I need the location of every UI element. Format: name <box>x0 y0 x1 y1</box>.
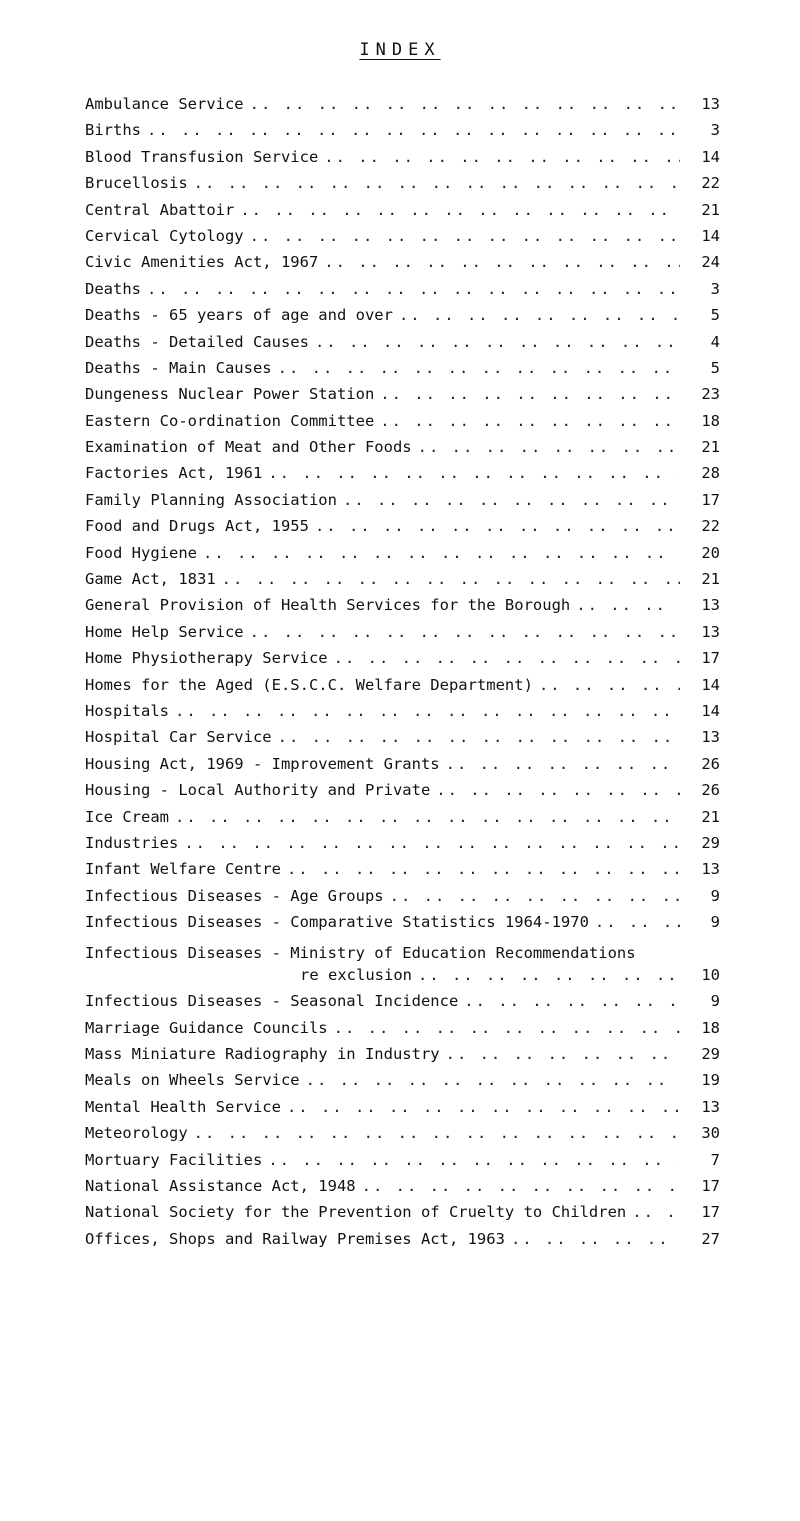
index-entry <box>85 438 720 464</box>
entry-page-number: 3 <box>710 279 720 298</box>
index-entry <box>85 702 720 728</box>
entry-title: Civic Amenities Act, 1967 <box>85 253 319 272</box>
dot-leader <box>250 227 680 245</box>
dot-leader <box>287 860 680 878</box>
dot-leader <box>390 887 680 905</box>
index-entry <box>85 174 720 200</box>
index-entry <box>85 808 720 834</box>
index-entry <box>85 728 720 754</box>
entry-page-number: 28 <box>701 464 720 483</box>
index-entry <box>85 333 720 359</box>
entry-page-number: 13 <box>701 1097 720 1116</box>
entry-page-number: 21 <box>701 570 720 589</box>
entry-page-number: 17 <box>701 649 720 668</box>
entry-page-number: 5 <box>710 306 720 325</box>
index-list <box>85 95 720 1256</box>
index-entry <box>85 95 720 121</box>
entry-page-number: 24 <box>701 253 720 272</box>
entry-page-number: 23 <box>701 385 720 404</box>
entry-title: Meteorology <box>85 1124 188 1143</box>
index-entry <box>85 570 720 596</box>
entry-page-number: 13 <box>701 728 720 747</box>
entry-title: Offices, Shops and Railway Premises Act, 1963 <box>85 1229 505 1248</box>
index-entry <box>85 1098 720 1124</box>
entry-title: Food and Drugs Act, 1955 <box>85 517 309 536</box>
index-entry <box>85 992 720 1018</box>
index-entry <box>85 755 720 781</box>
entry-title: Home Physiotherapy Service <box>85 649 328 668</box>
entry-page-number: 17 <box>701 490 720 509</box>
entry-title: Blood Transfusion Service <box>85 147 319 166</box>
index-entry <box>85 1045 720 1071</box>
dot-leader <box>194 1124 680 1142</box>
index-entry <box>85 464 720 490</box>
entry-title: Deaths - 65 years of age and over <box>85 306 393 325</box>
dot-leader <box>287 1098 680 1116</box>
dot-leader <box>306 1071 680 1089</box>
entry-page-number: 18 <box>701 411 720 430</box>
index-entry <box>85 887 720 913</box>
dot-leader <box>203 544 680 562</box>
index-entry <box>85 913 720 939</box>
dot-leader <box>380 412 680 430</box>
dot-leader <box>324 148 680 166</box>
entry-title: Infectious Diseases - Seasonal Incidence <box>85 992 459 1011</box>
entry-page-number: 9 <box>710 992 720 1011</box>
dot-leader <box>380 385 680 403</box>
entry-title: Housing - Local Authority and Private <box>85 781 431 800</box>
dot-leader <box>436 781 680 799</box>
entry-title: Infectious Diseases - Age Groups <box>85 886 384 905</box>
entry-title: Infant Welfare Centre <box>85 860 281 879</box>
dot-leader <box>147 121 680 139</box>
entry-page-number: 18 <box>701 1018 720 1037</box>
entry-page-number: 17 <box>701 1203 720 1222</box>
index-entry <box>85 781 720 807</box>
dot-leader <box>315 333 680 351</box>
entry-title: Eastern Co-ordination Committee <box>85 411 375 430</box>
dot-leader <box>632 1203 680 1221</box>
entry-page-number: 13 <box>701 95 720 113</box>
dot-leader <box>268 464 680 482</box>
index-entry <box>85 623 720 649</box>
index-entry <box>85 676 720 702</box>
index-entry <box>85 1071 720 1097</box>
entry-page-number: 9 <box>710 886 720 905</box>
entry-page-number: 3 <box>710 121 720 140</box>
index-entry <box>85 412 720 438</box>
entry-title: Factories Act, 1961 <box>85 464 263 483</box>
dot-leader <box>175 808 680 826</box>
dot-leader <box>222 570 680 588</box>
index-entry <box>85 649 720 675</box>
entry-page-number: 13 <box>701 860 720 879</box>
entry-page-number: 29 <box>701 1045 720 1064</box>
entry-page-number: 29 <box>701 833 720 852</box>
index-entry <box>85 385 720 411</box>
page-title: INDEX <box>359 40 441 60</box>
entry-page-number: 14 <box>701 226 720 245</box>
entry-page-number: 14 <box>701 675 720 694</box>
dot-leader <box>539 676 680 694</box>
entry-title: Deaths <box>85 279 141 298</box>
entry-page-number: 10 <box>701 965 720 984</box>
entry-page-number: 14 <box>701 147 720 166</box>
entry-page-number: 21 <box>701 438 720 457</box>
entry-title: Mental Health Service <box>85 1097 281 1116</box>
dot-leader <box>362 1177 680 1195</box>
dot-leader <box>595 913 680 931</box>
entry-title: Examination of Meat and Other Foods <box>85 438 412 457</box>
entry-title: Births <box>85 121 141 140</box>
dot-leader <box>399 306 680 324</box>
index-entry <box>85 1177 720 1203</box>
index-entry <box>85 148 720 174</box>
entry-title: Brucellosis <box>85 174 188 193</box>
dot-leader <box>175 702 680 720</box>
index-entry <box>85 860 720 886</box>
entry-page-number: 26 <box>701 754 720 773</box>
entry-title: National Assistance Act, 1948 <box>85 1177 356 1196</box>
index-entry <box>85 1203 720 1229</box>
entry-page-number: 22 <box>701 517 720 536</box>
entry-page-number: 13 <box>701 596 720 615</box>
index-entry <box>85 121 720 147</box>
index-entry <box>85 517 720 543</box>
entry-title: Homes for the Aged (E.S.C.C. Welfare Department) <box>85 675 533 694</box>
index-entry-multiline <box>85 940 720 993</box>
index-entry <box>85 201 720 227</box>
dot-leader <box>278 359 680 377</box>
entry-title: Mortuary Facilities <box>85 1150 263 1169</box>
entry-page-number: 13 <box>701 622 720 641</box>
index-entry <box>85 306 720 332</box>
entry-title: Infectious Diseases - Comparative Statistics 1964-1970 <box>85 913 589 932</box>
entry-title: Cervical Cytology <box>85 226 244 245</box>
dot-leader <box>268 1151 680 1169</box>
entry-title: Family Planning Association <box>85 490 337 509</box>
dot-leader <box>250 95 680 113</box>
dot-leader <box>334 649 680 667</box>
entry-page-number: 26 <box>701 781 720 800</box>
entry-page-number: 21 <box>701 200 720 219</box>
entry-title: Meals on Wheels Service <box>85 1071 300 1090</box>
index-entry <box>85 280 720 306</box>
index-entry <box>85 834 720 860</box>
entry-page-number: 30 <box>701 1124 720 1143</box>
entry-title: Home Help Service <box>85 622 244 641</box>
entry-title: Ambulance Service <box>85 95 244 113</box>
index-entry <box>85 1124 720 1150</box>
dot-leader <box>343 491 680 509</box>
entry-title: Infectious Diseases - Ministry of Education Recommendations <box>85 943 636 962</box>
entry-title: Industries <box>85 833 179 852</box>
entry-page-number: 27 <box>701 1229 720 1248</box>
entry-title: Dungeness Nuclear Power Station <box>85 385 375 404</box>
entry-title: Hospital Car Service <box>85 728 272 747</box>
entry-title: Marriage Guidance Councils <box>85 1018 328 1037</box>
dot-leader <box>511 1230 680 1248</box>
entry-page-number: 21 <box>701 807 720 826</box>
index-entry <box>85 1019 720 1045</box>
entry-page-number: 20 <box>701 543 720 562</box>
entry-title: Hospitals <box>85 701 169 720</box>
index-entry <box>85 1151 720 1177</box>
dot-leader <box>324 253 680 271</box>
dot-leader <box>576 596 680 614</box>
dot-leader <box>184 834 680 852</box>
index-entry <box>85 253 720 279</box>
entry-page-number: 7 <box>710 1150 720 1169</box>
dot-leader <box>250 623 680 641</box>
entry-title: General Provision of Health Services for the Borough <box>85 596 571 615</box>
entry-title: Game Act, 1831 <box>85 570 216 589</box>
dot-leader <box>147 280 680 298</box>
entry-title: Mass Miniature Radiography in Industry <box>85 1045 440 1064</box>
index-entry <box>85 227 720 253</box>
entry-page-number: 5 <box>710 358 720 377</box>
index-entry <box>85 1230 720 1256</box>
entry-page-number: 14 <box>701 701 720 720</box>
entry-page-number: 22 <box>701 174 720 193</box>
entry-page-number: 19 <box>701 1071 720 1090</box>
dot-leader <box>418 438 680 456</box>
dot-leader <box>240 201 680 219</box>
dot-leader <box>464 992 680 1010</box>
entry-continuation <box>85 966 720 992</box>
dot-leader <box>194 174 680 192</box>
dot-leader <box>334 1019 680 1037</box>
entry-title: National Society for the Prevention of Cruelty to Children <box>85 1203 627 1222</box>
entry-page-number: 17 <box>701 1177 720 1196</box>
entry-title-continued: re exclusion <box>300 965 412 984</box>
entry-page-number: 9 <box>710 913 720 932</box>
index-entry <box>85 359 720 385</box>
index-entry <box>85 491 720 517</box>
dot-leader <box>418 966 680 984</box>
index-entry <box>85 596 720 622</box>
index-entry <box>85 544 720 570</box>
entry-title: Housing Act, 1969 - Improvement Grants <box>85 754 440 773</box>
dot-leader <box>446 1045 680 1063</box>
entry-title: Central Abattoir <box>85 200 235 219</box>
entry-title: Deaths - Detailed Causes <box>85 332 309 351</box>
entry-title: Food Hygiene <box>85 543 197 562</box>
entry-title: Deaths - Main Causes <box>85 358 272 377</box>
entry-page-number: 4 <box>710 332 720 351</box>
entry-title: Ice Cream <box>85 807 169 826</box>
dot-leader <box>446 755 680 773</box>
dot-leader <box>315 517 680 535</box>
dot-leader <box>278 728 680 746</box>
